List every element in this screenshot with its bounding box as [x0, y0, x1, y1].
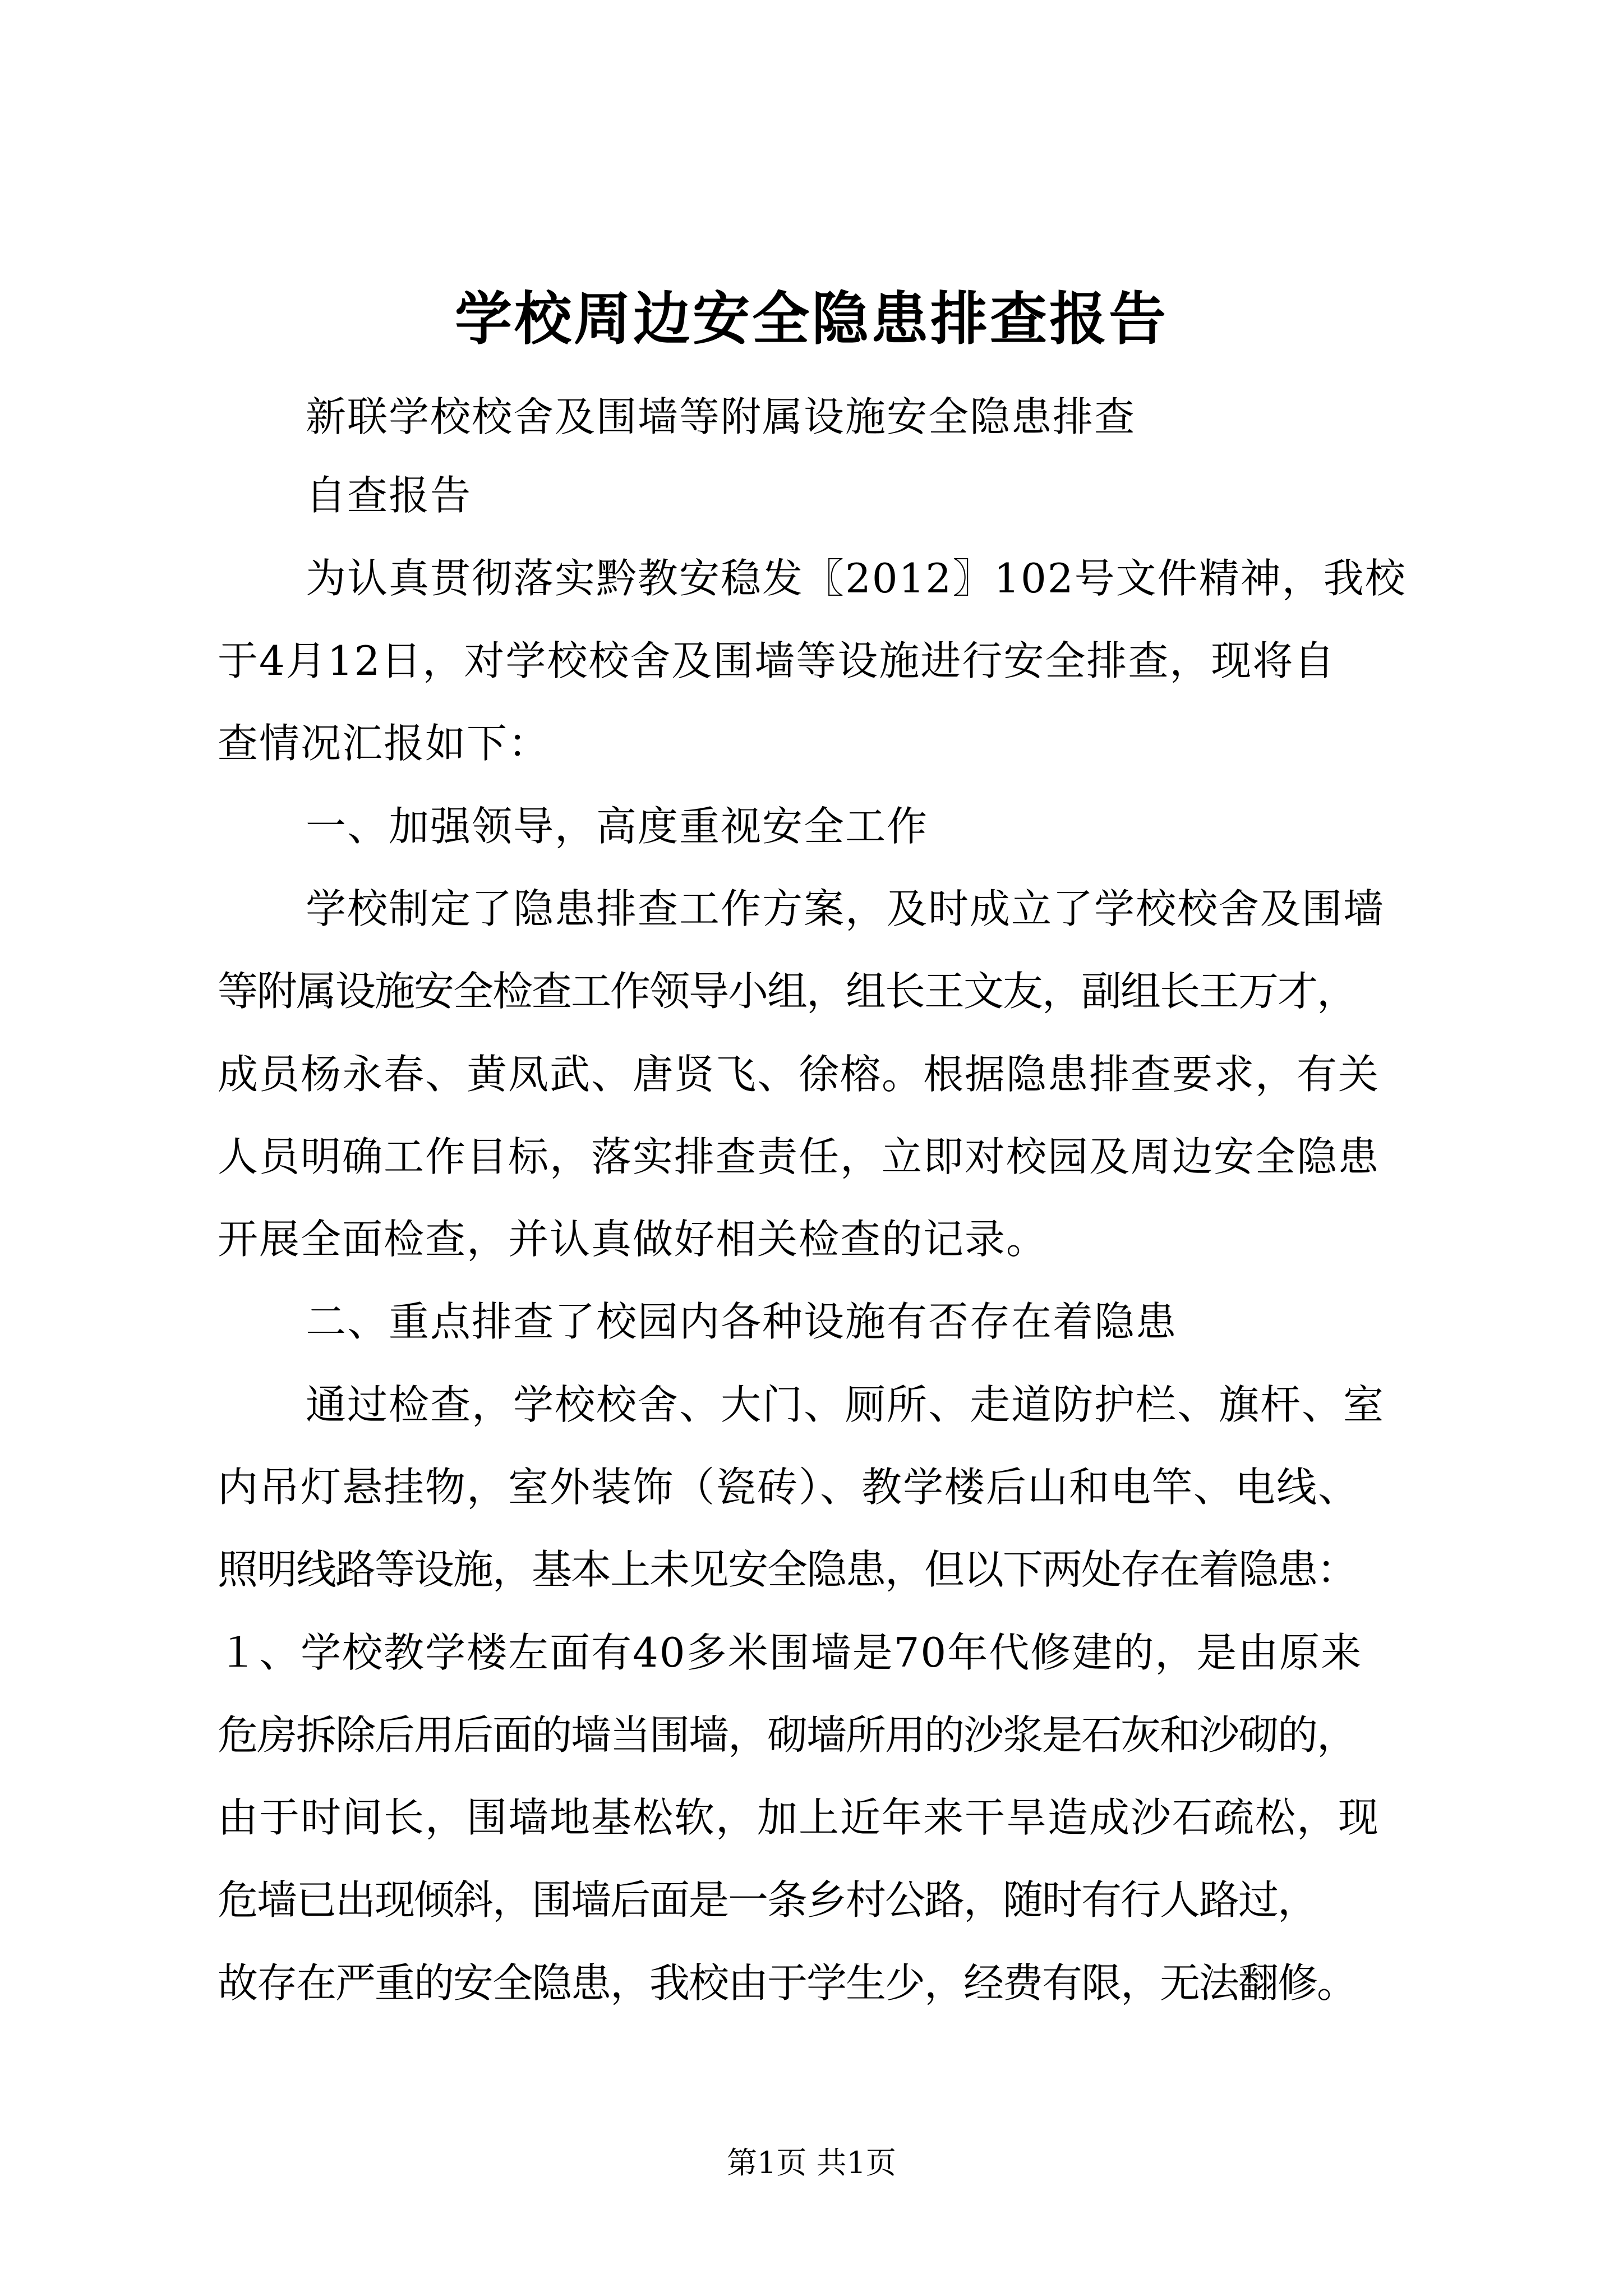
paragraph-line: 内吊灯悬挂物，室外装饰（瓷砖）、教学楼后山和电竿、电线、 — [218, 1464, 1360, 1511]
paragraph-line: 学校制定了隐患排查工作方案，及时成立了学校校舍及围墙 — [306, 885, 1385, 932]
document-title: 学校周边安全隐患排查报告 — [455, 286, 1168, 353]
paragraph-line: 由于时间长，围墙地基松软，加上近年来干旱造成沙石疏松，现 — [218, 1794, 1380, 1841]
paragraph-line: 于4月12日，对学校校舍及围墙等设施进行安全排查，现将自 — [218, 637, 1336, 684]
paragraph-line: 等附属设施安全检查工作领导小组，组长王文友，副组长王万才， — [218, 968, 1357, 1015]
paragraph-line: １、学校教学楼左面有40多米围墙是70年代修建的，是由原来 — [218, 1629, 1363, 1676]
subtitle-line-1: 新联学校校舍及围墙等附属设施安全隐患排查 — [306, 393, 1136, 440]
paragraph-line: 照明线路等设施，基本上未见安全隐患，但以下两处存在着隐患： — [218, 1546, 1357, 1593]
paragraph-line: 人员明确工作目标，落实排查责任，立即对校园及周边安全隐患 — [218, 1133, 1380, 1180]
paragraph-line: 故存在严重的安全隐患，我校由于学生少，经费有限，无法翻修。 — [218, 1959, 1357, 2007]
paragraph-line: 查情况汇报如下： — [218, 720, 550, 767]
section-heading-1: 一、加强领导，高度重视安全工作 — [306, 803, 929, 850]
paragraph-line: 开展全面检查，并认真做好相关检查的记录。 — [218, 1216, 1048, 1263]
paragraph-line: 为认真贯彻落实黔教安稳发〖2012〗102号文件精神，我校 — [306, 555, 1407, 602]
section-heading-2: 二、重点排查了校园内各种设施有否存在着隐患 — [306, 1298, 1178, 1345]
paragraph-line: 成员杨永春、黄凤武、唐贤飞、徐榕。根据隐患排查要求，有关 — [218, 1051, 1380, 1098]
subtitle-line-2: 自查报告 — [306, 472, 472, 519]
page-footer: 第1页 共1页 — [727, 2145, 896, 2180]
paragraph-line: 危房拆除后用后面的墙当围墙，砌墙所用的沙浆是石灰和沙砌的， — [218, 1711, 1357, 1759]
paragraph-line: 危墙已出现倾斜，围墙后面是一条乡村公路，随时有行人路过， — [218, 1876, 1317, 1924]
paragraph-line: 通过检查，学校校舍、大门、厕所、走道防护栏、旗杆、室 — [306, 1381, 1385, 1428]
